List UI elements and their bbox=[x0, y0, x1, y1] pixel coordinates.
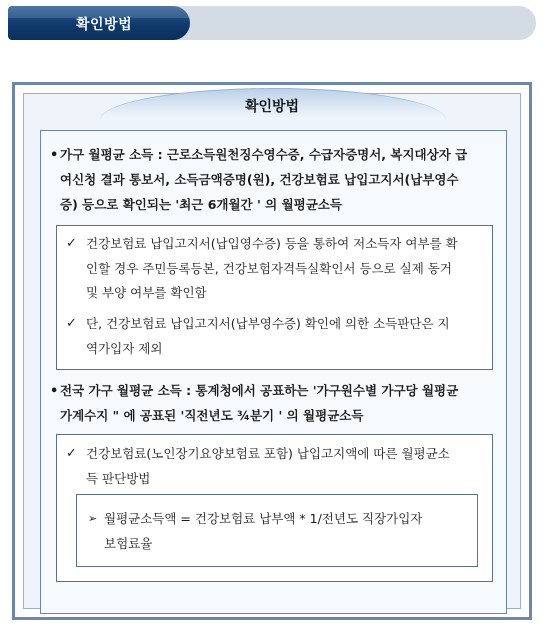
note2-line-2: 역가입자 제외 bbox=[86, 341, 163, 356]
section2-line-2: 가계수지 " 에 공표된 '직전년도 ¾분기 ' 의 월평균소득 bbox=[60, 408, 364, 423]
section1-bullet: • bbox=[50, 148, 59, 163]
formula-line-1: 월평균소득액 = 건강보험료 납부액 * 1/전년도 직장가입자 bbox=[104, 511, 423, 526]
note1-line-2: 인할 경우 주민등록등본, 건강보험자격득실확인서 등으로 실제 동거 bbox=[86, 261, 452, 276]
note3-line-2: 득 판단방법 bbox=[86, 471, 151, 486]
formula-line-2: 보험료율 bbox=[104, 536, 153, 551]
section2-line-1: 전국 가구 월평균 소득 : 통계청에서 공표하는 '가구원수별 가구당 월평균 bbox=[60, 383, 459, 398]
formula-arrow-icon: ➢ bbox=[88, 512, 98, 525]
note2-check-icon: ✓ bbox=[66, 316, 77, 331]
note3-check-icon: ✓ bbox=[66, 446, 77, 461]
panel-title: 확인방법 bbox=[244, 99, 300, 115]
section2-bullet: • bbox=[50, 384, 59, 399]
note1-check-icon: ✓ bbox=[66, 236, 77, 251]
note1-line-1: 건강보험료 납입고지서(납입영수증) 등을 통하여 저소득자 여부를 확 bbox=[86, 236, 458, 251]
section1-line-2: 여신청 결과 통보서, 소득금액증명(원), 건강보험료 납입고지서(납부영수 bbox=[60, 172, 459, 187]
section1-line-3: 증) 등으로 확인되는 '최근 6개월간 ' 의 월평균소득 bbox=[60, 197, 342, 212]
note2-line-1: 단, 건강보험료 납입고지서(납부영수증) 확인에 의한 소득판단은 지 bbox=[86, 316, 450, 331]
note1-line-3: 및 부양 여부를 확인함 bbox=[86, 285, 207, 300]
section1-line-1: 가구 월평균 소득 : 근로소득원천징수영수증, 수급자증명서, 복지대상자 급 bbox=[60, 147, 468, 162]
header-tab bbox=[8, 6, 536, 40]
header-tab-title: 확인방법 bbox=[76, 17, 133, 33]
note3-line-1: 건강보험료(노인장기요양보험료 포함) 납입고지액에 따른 월평균소 bbox=[86, 446, 450, 461]
